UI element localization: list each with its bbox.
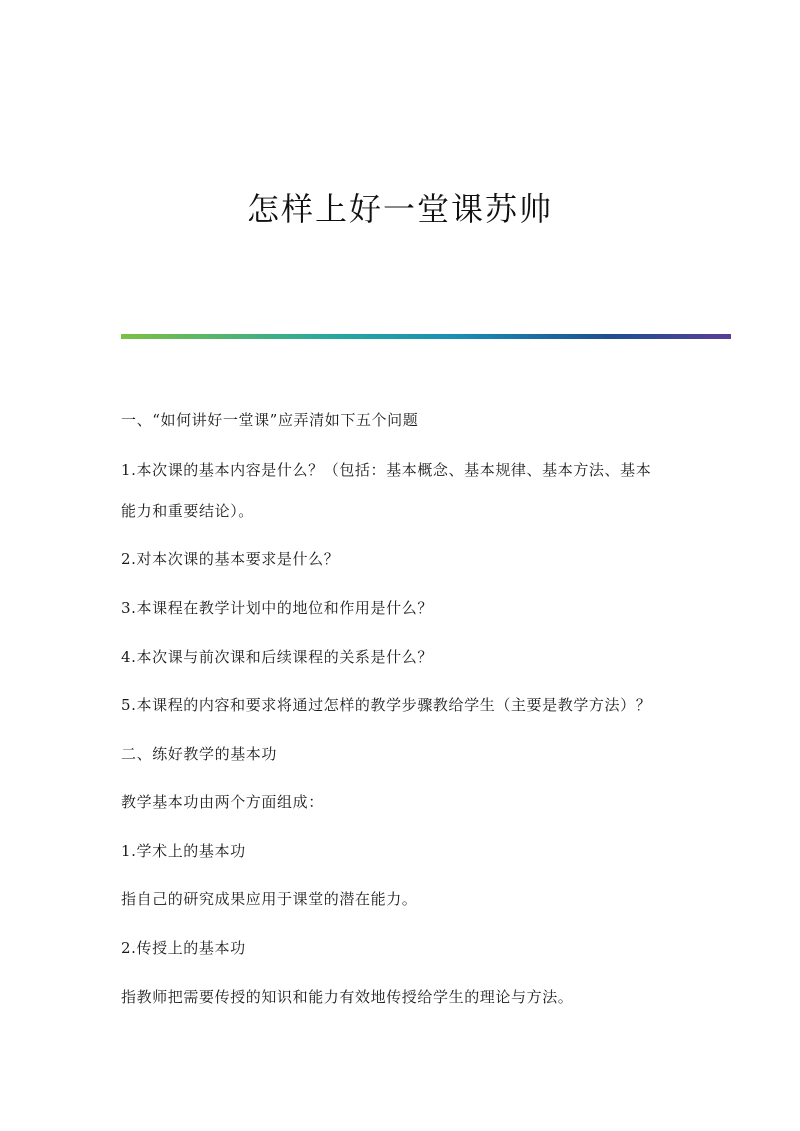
subheading-academic: 1.学术上的基本功 bbox=[121, 842, 246, 860]
section-heading-2: 二、练好教学的基本功 bbox=[121, 745, 278, 763]
paragraph-item-5: 5.本课程的内容和要求将通过怎样的教学步骤教给学生（主要是教学方法）？ bbox=[121, 696, 652, 714]
paragraph-item-1-continued: 能力和重要结论）。 bbox=[121, 502, 254, 520]
paragraph-item-4: 4.本次课与前次课和后续课程的关系是什么？ bbox=[121, 648, 433, 666]
section-heading-1: 一、“如何讲好一堂课”应弄清如下五个问题 bbox=[121, 411, 419, 429]
subheading-teaching: 2.传授上的基本功 bbox=[121, 939, 246, 957]
paragraph-item-2: 2.对本次课的基本要求是什么？ bbox=[121, 550, 340, 568]
paragraph-item-1: 1.本次课的基本内容是什么？（包括：基本概念、基本规律、基本方法、基本 bbox=[121, 461, 652, 479]
paragraph-teaching: 指教师把需要传授的知识和能力有效地传授给学生的理论与方法。 bbox=[121, 988, 574, 1006]
page-title: 怎样上好一堂课苏帅 bbox=[246, 190, 553, 228]
paragraph-intro: 教学基本功由两个方面组成： bbox=[121, 793, 324, 811]
title-divider bbox=[121, 334, 731, 339]
paragraph-academic: 指自己的研究成果应用于课堂的潜在能力。 bbox=[121, 890, 418, 908]
paragraph-item-3: 3.本课程在教学计划中的地位和作用是什么？ bbox=[121, 599, 433, 617]
